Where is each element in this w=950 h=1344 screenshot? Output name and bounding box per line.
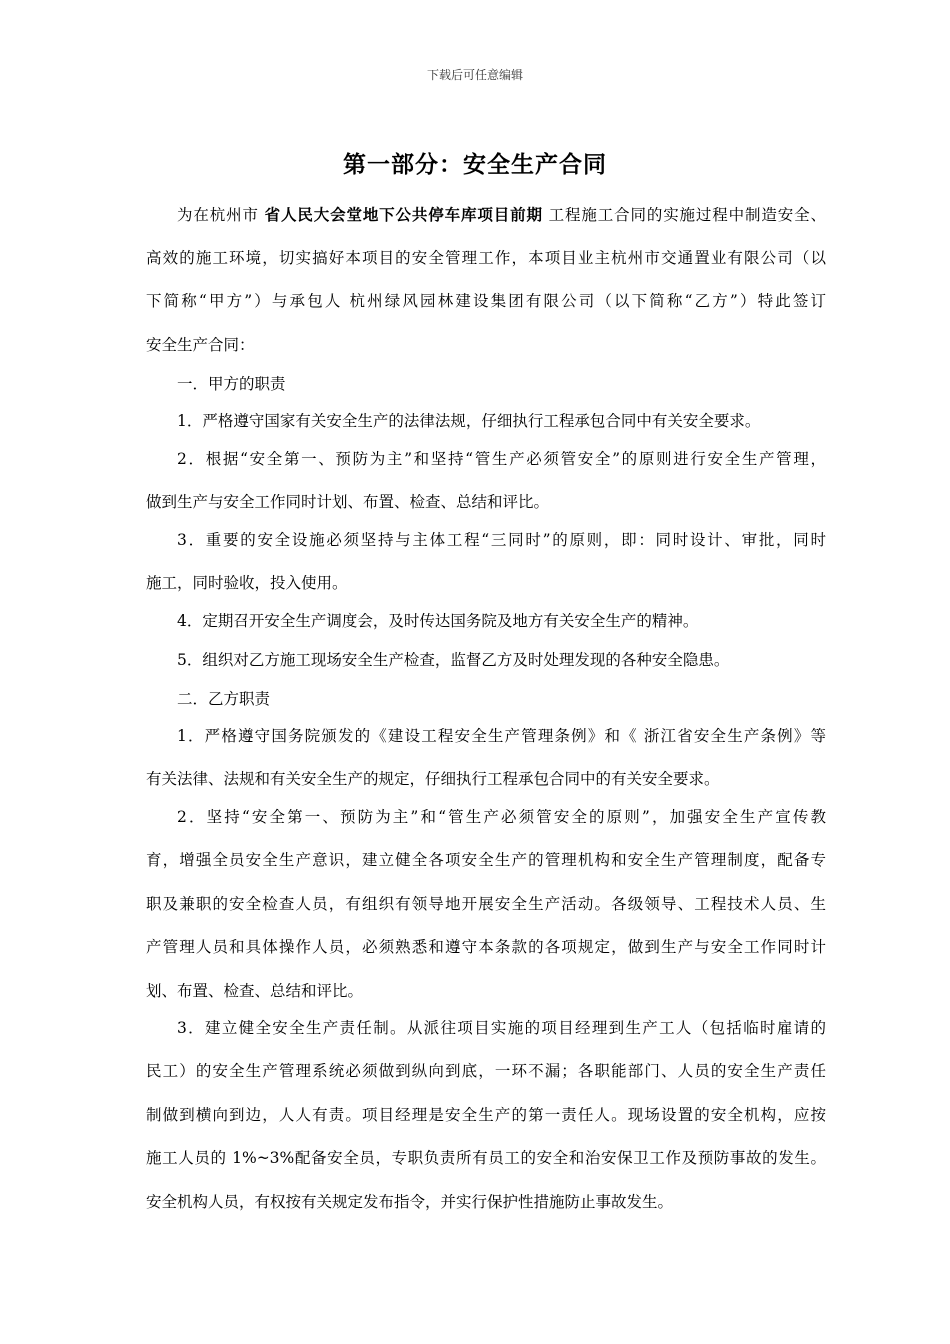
section2-item-3: 3．建立健全安全生产责任制。从派往项目实施的项目经理到生产工人（包括临时雇请的 bbox=[177, 1019, 826, 1037]
section2-item-2-cont: 产管理人员和具体操作人员，必须熟悉和遵守本条款的各项规定，做到生产与安全工作同时计 bbox=[146, 938, 826, 956]
section1-item-2: 2．根据“安全第一、预防为主”和坚持“管生产必须管安全”的原则进行安全生产管理， bbox=[177, 450, 826, 468]
section1-item-3: 3．重要的安全设施必须坚持与主体工程“三同时”的原则，即：同时设计、审批，同时 bbox=[177, 531, 826, 549]
section1-item-3-cont: 施工，同时验收，投入使用。 bbox=[146, 574, 348, 592]
intro-line-3: 下简称“甲方”）与承包人 杭州绿风园林建设集团有限公司（以下简称“乙方”）特此签订 bbox=[146, 292, 826, 310]
project-name: 省人民大会堂地下公共停车库项目前期 bbox=[264, 205, 543, 224]
intro-line-1 bbox=[177, 203, 826, 225]
section2-item-2-cont: 育，增强全员安全生产意识，建立健全各项安全生产的管理机构和安全生产管理制度，配备专 bbox=[146, 851, 826, 869]
section1-item-5: 5．组织对乙方施工现场安全生产检查，监督乙方及时处理发现的各种安全隐患。 bbox=[177, 651, 730, 669]
intro-text: 工程施工合同的实施过程中制造安全、 bbox=[542, 206, 826, 224]
page-header-note: 下载后可任意编辑 bbox=[426, 68, 523, 82]
intro-line-2: 高效的施工环境，切实搞好本项目的安全管理工作，本项目业主杭州市交通置业有限公司（以 bbox=[146, 249, 826, 267]
section1-item-1: 1．严格遵守国家有关安全生产的法律法规，仔细执行工程承包合同中有关安全要求。 bbox=[177, 412, 761, 430]
section1-heading: 一．甲方的职责 bbox=[177, 375, 286, 393]
section2-item-1: 1．严格遵守国务院颁发的《建设工程安全生产管理条例》和《 浙江省安全生产条例》等 bbox=[177, 727, 826, 745]
section2-item-3-cont: 安全机构人员，有权按有关规定发布指令，并实行保护性措施防止事故发生。 bbox=[146, 1193, 674, 1211]
section2-item-2-cont: 职及兼职的安全检查人员，有组织有领导地开展安全生产活动。各级领导、工程技术人员、生 bbox=[146, 895, 826, 913]
document-title: 第一部分：安全生产合同 bbox=[343, 151, 607, 178]
section2-item-2: 2．坚持“安全第一、预防为主”和“管生产必须管安全的原则”，加强安全生产宣传教 bbox=[177, 808, 826, 826]
section2-item-1-cont: 有关法律、法规和有关安全生产的规定，仔细执行工程承包合同中的有关安全要求。 bbox=[146, 770, 720, 788]
intro-line-4: 安全生产合同： bbox=[146, 336, 255, 354]
section2-item-3-cont: 民工）的安全生产管理系统必须做到纵向到底，一环不漏；各职能部门、人员的安全生产责任 bbox=[146, 1062, 826, 1080]
section2-item-2-cont: 划、布置、检查、总结和评比。 bbox=[146, 982, 364, 1000]
section1-item-2-cont: 做到生产与安全工作同时计划、布置、检查、总结和评比。 bbox=[146, 493, 550, 511]
section1-item-4: 4．定期召开安全生产调度会，及时传达国务院及地方有关安全生产的精神。 bbox=[177, 612, 699, 630]
section2-heading: 二．乙方职责 bbox=[177, 690, 271, 708]
section2-item-3-cont: 制做到横向到边，人人有责。项目经理是安全生产的第一责任人。现场设置的安全机构，应按 bbox=[146, 1106, 826, 1124]
intro-text: 为在杭州市 bbox=[177, 206, 265, 224]
section2-item-3-cont: 施工人员的 1%~3%配备安全员，专职负责所有员工的安全和治安保卫工作及预防事故的发生。 bbox=[146, 1149, 826, 1167]
